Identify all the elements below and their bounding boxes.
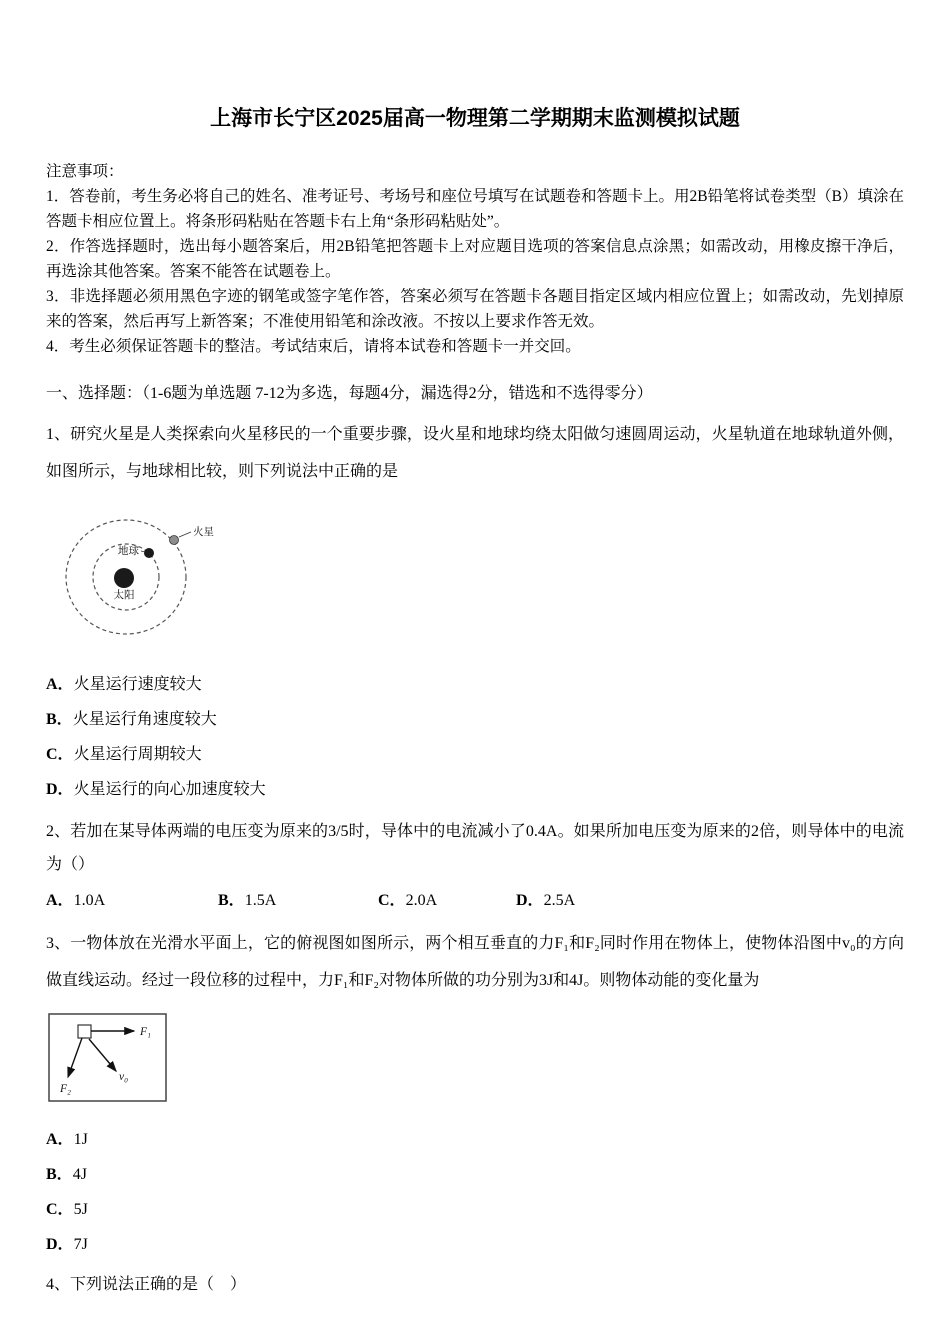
q3-option-c xyxy=(46,1200,904,1220)
v0-arrow xyxy=(89,1039,116,1071)
option-text: 2.0A xyxy=(405,892,438,909)
force-diagram xyxy=(48,1013,904,1108)
option-text: 7J xyxy=(73,1236,88,1253)
mars-icon xyxy=(170,536,179,545)
sun-label: 太阳 xyxy=(113,589,135,601)
q1-option-a xyxy=(46,675,904,695)
option-label: D． xyxy=(46,1236,74,1253)
option-label: D． xyxy=(516,892,544,909)
f1-label: F₁ xyxy=(140,1026,152,1038)
section-1-heading: 一、选择题：（1-6题为单选题 7-12为多选，每题4分，漏选得2分，错选和不选得零分） xyxy=(46,385,653,402)
q3-option-d xyxy=(46,1235,904,1255)
notice-item-4: 4．考生必须保证答题卡的整洁。考试结束后，请将本试卷和答题卡一并交回。 xyxy=(46,338,581,355)
option-label: B． xyxy=(46,711,73,728)
option-text: 1.5A xyxy=(244,892,277,909)
notice-item-3: 3．非选择题必须用黑色字迹的钢笔或签字笔作答，答案必须写在答题卡各题目指定区域内相应位置上；如需改动，先划掉原来的答案，然后再写上新答案；不准使用铅笔和涂改液。不按以上要求作答无效。 xyxy=(46,288,904,330)
option-text: 火星运行角速度较大 xyxy=(72,711,217,728)
q1-option-c xyxy=(46,745,904,765)
mars-leader-line xyxy=(179,532,191,537)
option-label: C． xyxy=(46,1201,74,1218)
page-title: 上海市长宁区2025届高一物理第二学期期末监测模拟试题 xyxy=(210,107,740,130)
f2-label: F₂ xyxy=(60,1083,72,1095)
notice-section xyxy=(46,159,904,359)
question-4-text: 4、下列说法正确的是（ ） xyxy=(46,1276,247,1293)
option-label: B． xyxy=(46,1166,73,1183)
option-text: 火星运行的向心加速度较大 xyxy=(73,781,266,798)
option-label: A． xyxy=(46,676,74,693)
option-label: A． xyxy=(46,1131,74,1148)
q2-option-c xyxy=(378,891,516,911)
q2-option-b xyxy=(218,891,378,911)
option-label: C． xyxy=(46,746,74,763)
f2-arrow xyxy=(68,1038,82,1077)
force-diagram-svg xyxy=(48,1013,168,1103)
earth-label: 地球 xyxy=(118,545,139,557)
option-text: 1J xyxy=(73,1131,88,1148)
option-label: C． xyxy=(378,892,406,909)
question-2-text: 2、若加在某导体两端的电压变为原来的3/5时，导体中的电流减小了0.4A。如果所加电压变为原来的2倍，则导体中的电流为（） xyxy=(46,823,904,873)
option-text: 4J xyxy=(72,1166,87,1183)
v0-label: v₀ xyxy=(119,1071,129,1083)
option-text: 2.5A xyxy=(543,892,576,909)
question-1-text: 1、研究火星是人类探索向火星移民的一个重要步骤，设火星和地球均绕太阳做匀速圆周运动，火星轨道在地球轨道外侧，如图所示，与地球相比较，则下列说法中正确的是 xyxy=(46,426,904,480)
q2-option-a xyxy=(46,891,218,911)
notice-item-1: 1．答卷前，考生务必将自己的姓名、准考证号、考场号和座位号填写在试题卷和答题卡上。用2B铅笔将试卷类型（B）填涂在答题卡相应位置上。将条形码粘贴在答题卡右上角“条形码粘贴处”。 xyxy=(46,188,904,230)
notice-heading: 注意事项： xyxy=(46,163,124,180)
orbit-diagram-svg xyxy=(54,502,254,640)
option-label: A． xyxy=(46,892,74,909)
mars-orbit-diagram xyxy=(54,502,904,645)
q1-option-b xyxy=(46,710,904,730)
option-text: 火星运行周期较大 xyxy=(73,746,202,763)
q2-option-d xyxy=(516,891,575,911)
question-3-text: 3、一物体放在光滑水平面上，它的俯视图如图所示，两个相互垂直的力F₁和F₂同时作用在物体上，使物体沿图中v₀的方向做直线运动。经过一段位移的过程中，力F₁和F₂对物体所做的功分别为3J和4J。则物体动能的变化量为 xyxy=(46,935,904,989)
option-text: 1.0A xyxy=(73,892,106,909)
option-label: B． xyxy=(218,892,245,909)
notice-item-2: 2．作答选择题时，选出每小题答案后，用2B铅笔把答题卡上对应题目选项的答案信息点涂黑；如需改动，用橡皮擦干净后，再选涂其他答案。答案不能答在试题卷上。 xyxy=(46,238,904,280)
option-label: D． xyxy=(46,781,74,798)
q3-option-a xyxy=(46,1130,904,1150)
q1-option-d xyxy=(46,780,904,800)
option-text: 5J xyxy=(73,1201,88,1218)
q3-option-b xyxy=(46,1165,904,1185)
mars-label: 火星 xyxy=(193,526,214,538)
option-text: 火星运行速度较大 xyxy=(73,676,202,693)
sun-icon xyxy=(114,568,134,588)
object-square xyxy=(78,1025,91,1038)
earth-icon xyxy=(144,548,154,558)
q2-options-row xyxy=(46,891,904,911)
